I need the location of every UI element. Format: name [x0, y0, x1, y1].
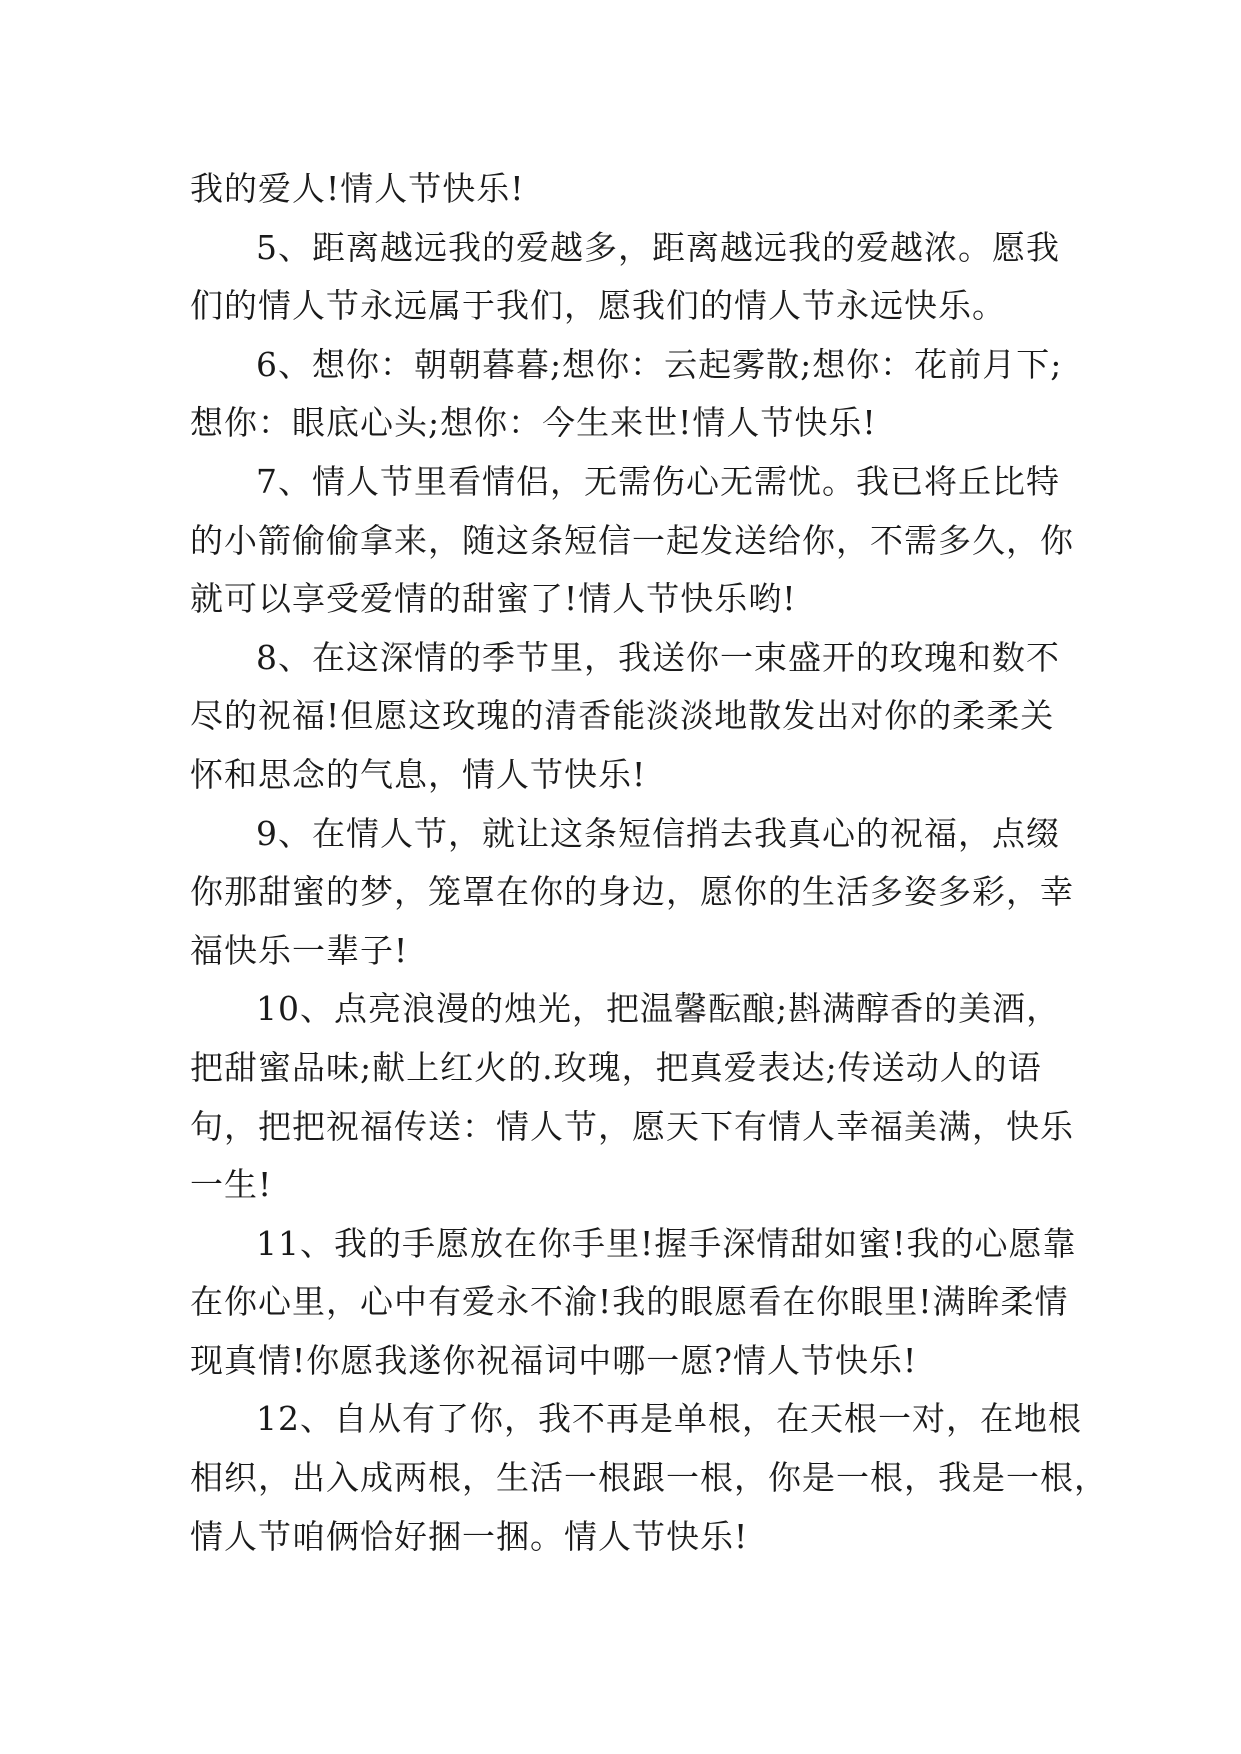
text-line: 9、在情人节，就让这条短信捎去我真心的祝福，点缀 — [256, 813, 1060, 853]
text-line: 们的情人节永远属于我们，愿我们的情人节永远快乐。 — [190, 286, 1006, 326]
text-line: 5、距离越远我的爱越多，距离越远我的爱越浓。愿我 — [256, 227, 1060, 267]
text-line: 现真情!你愿我遂你祝福词中哪一愿?情人节快乐! — [190, 1340, 918, 1380]
text-line: 8、在这深情的季节里，我送你一束盛开的玫瑰和数不 — [256, 637, 1060, 677]
text-line: 情人节咱俩恰好捆一捆。情人节快乐! — [190, 1516, 749, 1556]
text-line: 10、点亮浪漫的烛光，把温馨酝酿;斟满醇香的美酒， — [256, 989, 1061, 1029]
text-line: 我的爱人!情人节快乐! — [190, 169, 525, 208]
text-line: 怀和思念的气息，情人节快乐! — [190, 754, 647, 794]
text-line: 把甜蜜品味;献上红火的.玫瑰，把真爱表达;传送动人的语 — [190, 1047, 1042, 1087]
text-line: 一生! — [190, 1165, 273, 1205]
text-line: 句，把把祝福传送：情人节，愿天下有情人幸福美满，快乐 — [190, 1106, 1074, 1146]
text-line: 相织，出入成两根，生活一根跟一根，你是一根，我是一根， — [190, 1458, 1108, 1498]
text-line: 的小箭偷偷拿来，随这条短信一起发送给你，不需多久，你 — [190, 520, 1074, 560]
text-line: 就可以享受爱情的甜蜜了!情人节快乐哟! — [190, 579, 797, 619]
text-line: 7、情人节里看情侣，无需伤心无需忧。我已将丘比特 — [256, 461, 1060, 501]
text-line: 福快乐一辈子! — [190, 930, 409, 970]
text-line: 想你：眼底心头;想你：今生来世!情人节快乐! — [190, 403, 877, 443]
text-line: 在你心里，心中有爱永不渝!我的眼愿看在你眼里!满眸柔情 — [190, 1282, 1069, 1322]
text-line: 11、我的手愿放在你手里!握手深情甜如蜜!我的心愿靠 — [256, 1223, 1077, 1263]
text-line: 6、想你：朝朝暮暮;想你：云起雾散;想你：花前月下; — [256, 344, 1063, 384]
text-line: 你那甜蜜的梦，笼罩在你的身边，愿你的生活多姿多彩，幸 — [190, 872, 1074, 912]
document-body — [190, 160, 1108, 1566]
text-line: 尽的祝福!但愿这玫瑰的清香能淡淡地散发出对你的柔柔关 — [190, 696, 1055, 736]
text-line: 12、自从有了你，我不再是单根，在天根一对，在地根 — [256, 1399, 1082, 1439]
